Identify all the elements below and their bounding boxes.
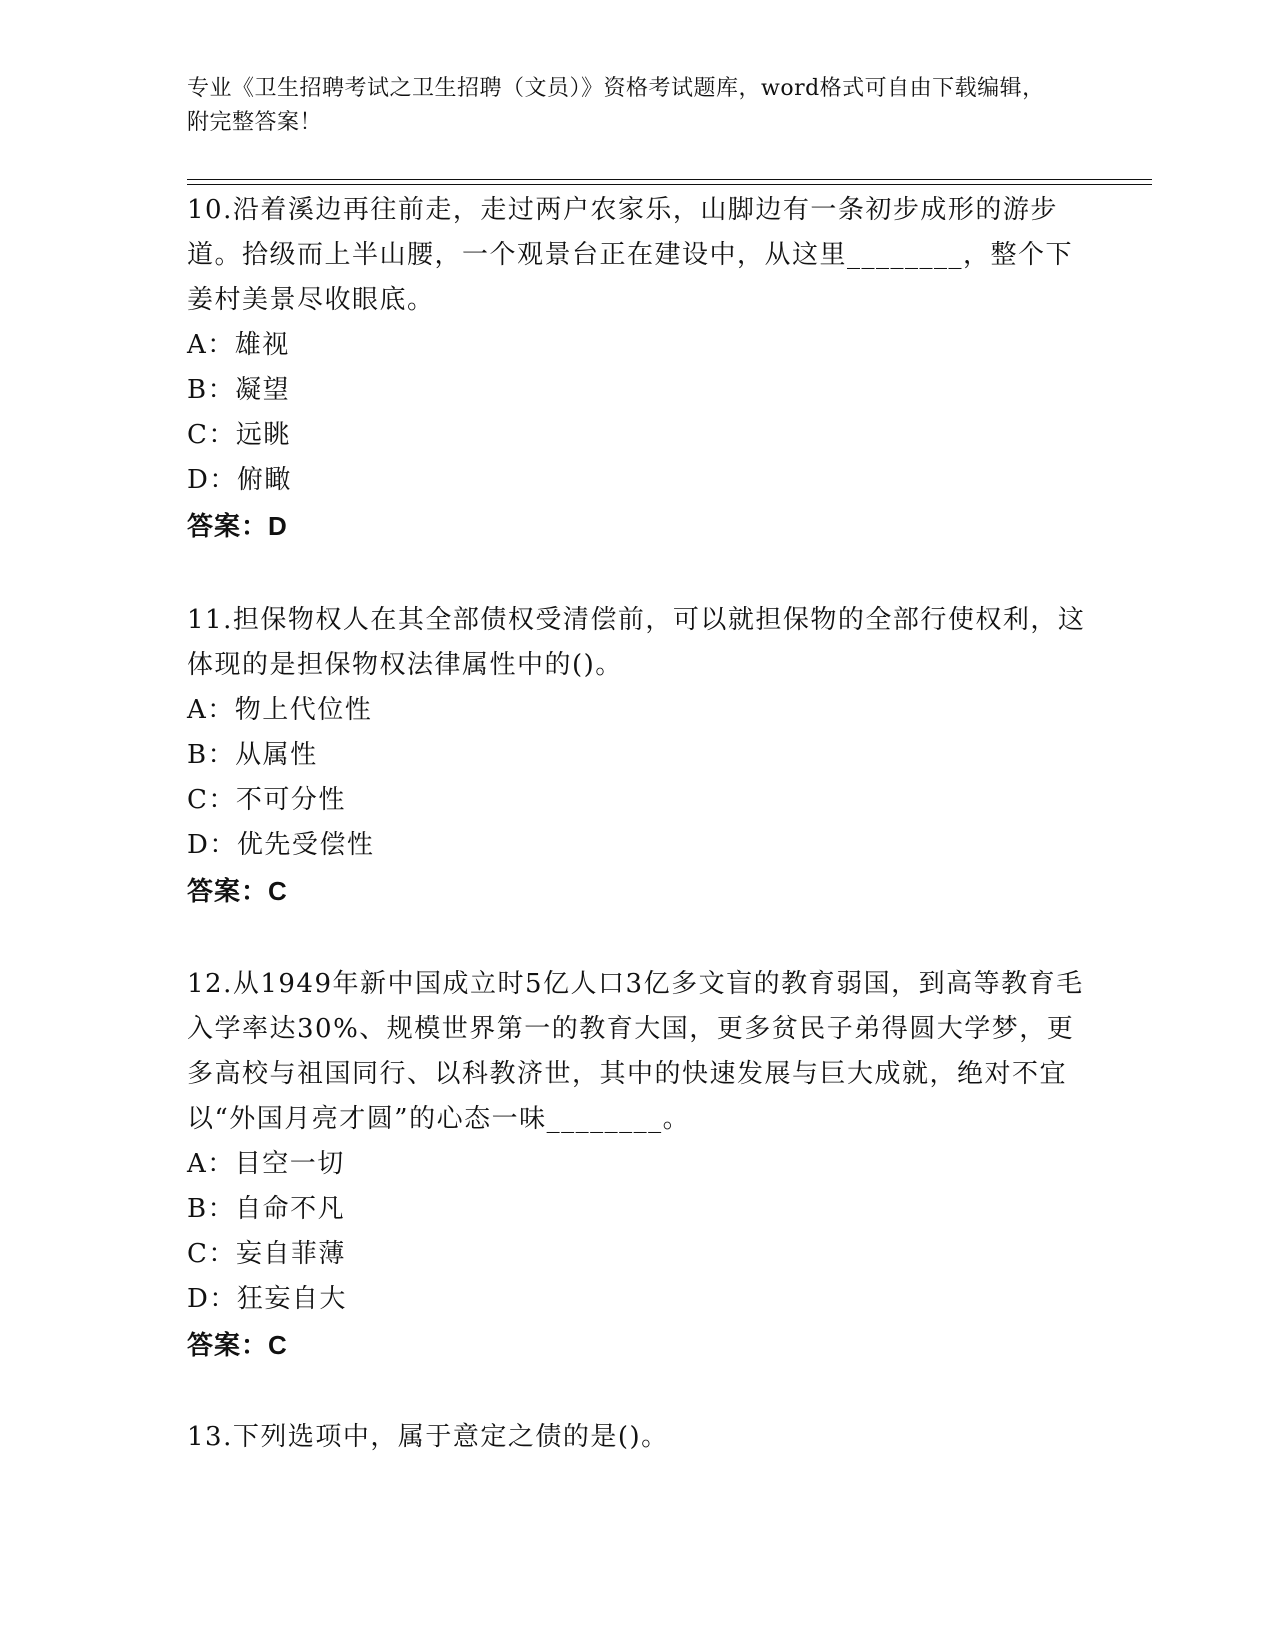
question-stem: 10.沿着溪边再往前走，走过两户农家乐，山脚边有一条初步成形的游步道。拾级而上半山腰，一个观景台正在建设中，从这里________，整个下姜村美景尽收眼底。	[187, 195, 1074, 315]
option-a: A：雄视	[187, 330, 290, 360]
option-c: C：不可分性	[187, 785, 346, 815]
option-b: B：凝望	[187, 375, 291, 405]
option-b: B：自命不凡	[187, 1194, 346, 1224]
question-stem: 12.从1949年新中国成立时5亿人口3亿多文盲的教育弱国，到高等教育毛入学率达30%、规模世界第一的教育大国，更多贫民子弟得圆大学梦，更多高校与祖国同行、以科教济世，其中的快速发展与巨大成就，绝对不宜以“外国月亮才圆”的心态一味________。	[187, 969, 1084, 1134]
option-c: C：远眺	[187, 420, 291, 450]
option-d: D：俯瞰	[187, 465, 292, 495]
answer-label: 答案：C	[187, 1330, 288, 1360]
option-a: A：目空一切	[187, 1149, 345, 1179]
option-d: D：优先受偿性	[187, 830, 375, 860]
question-12	[187, 962, 1087, 1368]
document-header: 专业《卫生招聘考试之卫生招聘（文员）》资格考试题库，word格式可自由下载编辑，附完整答案！	[187, 76, 1045, 135]
header-divider-bottom	[187, 184, 1152, 185]
option-c: C：妄自菲薄	[187, 1239, 346, 1269]
answer-label: 答案：C	[187, 876, 288, 906]
question-13	[187, 1415, 1087, 1460]
question-stem: 13.下列选项中，属于意定之债的是()。	[187, 1422, 669, 1452]
question-10	[187, 188, 1087, 549]
header-divider-top	[187, 179, 1152, 180]
option-b: B：从属性	[187, 740, 318, 770]
option-d: D：狂妄自大	[187, 1284, 347, 1314]
question-stem: 11.担保物权人在其全部债权受清偿前，可以就担保物的全部行使权利，这体现的是担保物权法律属性中的()。	[187, 605, 1086, 680]
question-11	[187, 598, 1087, 914]
option-a: A：物上代位性	[187, 695, 373, 725]
answer-label: 答案：D	[187, 511, 288, 541]
